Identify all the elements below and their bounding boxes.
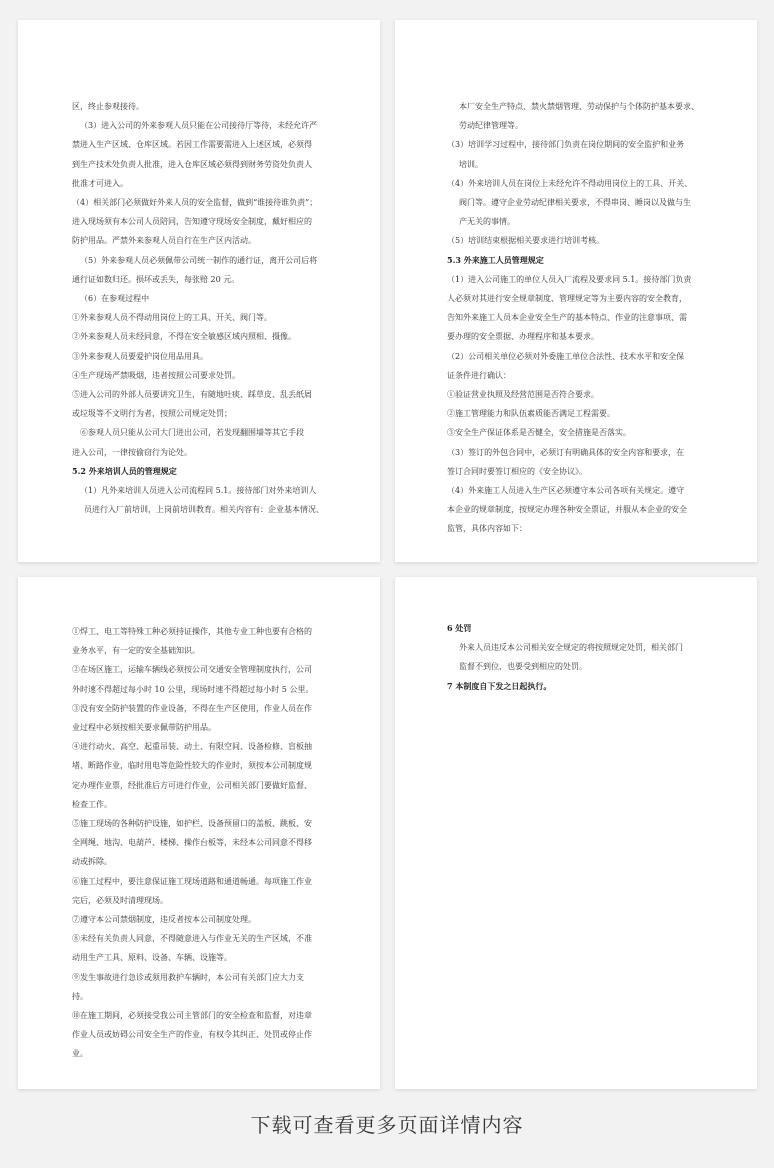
text-line: 批准才可进入。 bbox=[72, 178, 128, 188]
text-line: 本厂安全生产特点、禁火禁烟管理、劳动保护与个体防护基本要求、 bbox=[459, 102, 699, 111]
text-line: ①验证营业执照及经营范围是否符合要求。 bbox=[447, 390, 599, 400]
section-heading: 5.2 外来培训人员的管理规定 bbox=[72, 465, 177, 476]
text-line: 区，终止参观接待。 bbox=[72, 102, 144, 111]
text-line: ③没有安全防护装置的作业设备，不得在生产区使用，作业人员在作 bbox=[72, 703, 312, 713]
text-line: （6）在参观过程中 bbox=[80, 294, 150, 304]
text-line: 本企业的规章制度，按规定办理各种安全票证，并服从本企业的安全 bbox=[447, 505, 687, 515]
document-page-1 bbox=[18, 20, 380, 562]
text-line: （3）签订的外包合同中，必须订有明确具体的安全内容和要求，在 bbox=[447, 447, 685, 457]
text-line: ①焊工、电工等特殊工种必须持证操作，其他专业工种也要有合格的 bbox=[72, 627, 312, 636]
text-line: 签订合同时要签订相应的《安全协议》。 bbox=[447, 466, 587, 476]
text-line: 劳动纪律管理等。 bbox=[459, 121, 523, 131]
text-line: 动或拆除。 bbox=[72, 857, 112, 867]
text-line: （4）外来施工人员进入生产区必须遵守本公司各项有关规定。遵守 bbox=[447, 486, 685, 496]
text-line: ④进行动火、高空、起重吊装、动土、有限空间、设备检修、盲板抽 bbox=[72, 742, 312, 752]
text-line: 全网绳、地沟、电葫芦、楼梯、操作台板等，未经本公司同意不得移 bbox=[72, 838, 312, 848]
text-line: ⑧未经有关负责人同意，不得随意进入与作业无关的生产区域，不准 bbox=[72, 934, 312, 944]
text-line: 员进行入厂前培训，上岗前培训教育。相关内容有：企业基本情况、 bbox=[84, 505, 324, 515]
text-line: 产无关的事情。 bbox=[459, 217, 515, 227]
text-line: 持。 bbox=[72, 991, 88, 1001]
text-line: 进入公司，一律按偷窃行为论处。 bbox=[72, 447, 192, 457]
text-line: ②施工管理能力和队伍素质能否满足工程需要。 bbox=[447, 409, 615, 419]
text-line: 作业人员或妨碍公司安全生产的作业，有权令其纠正、处罚或停止作 bbox=[72, 1030, 312, 1040]
text-line: ⑦遵守本公司禁烟制度，违反者按本公司制度处理。 bbox=[72, 915, 256, 925]
text-line: 培训。 bbox=[459, 159, 483, 169]
document-page-3 bbox=[18, 577, 380, 1089]
download-more-caption[interactable]: 下载可查看更多页面详情内容 bbox=[250, 1113, 524, 1137]
section-heading: 5.3 外来施工人员管理规定 bbox=[447, 254, 544, 265]
text-line: 告知外来施工人员本企业安全生产的基本特点、作业的注意事项、需 bbox=[447, 313, 687, 323]
text-line: 防护用品。严禁外来参观人员自行在生产区内活动。 bbox=[72, 236, 256, 246]
text-line: 动用生产工具、原料、设备、车辆、设施等。 bbox=[72, 953, 232, 963]
text-line: （3）进入公司的外来参观人员只能在公司接待厅等待，未经允许严 bbox=[80, 121, 318, 131]
text-line: 人必须对其进行安全规章制度、管理规定等为主要内容的安全教育， bbox=[447, 294, 687, 304]
text-line: 阀门等。遵守企业劳动纪律相关要求，不得串岗、睡岗以及做与生 bbox=[459, 198, 691, 208]
text-line: ⑤进入公司的外部人员要讲究卫生，有随地吐痰、踩草皮、乱丢纸屑 bbox=[72, 390, 312, 400]
text-line: 到生产技术处负责人批准，进入仓库区域必须得到财务劳资处负责人 bbox=[72, 159, 312, 169]
text-line: ②在场区施工，运输车辆线必须按公司交通安全管理制度执行，公司 bbox=[72, 665, 312, 675]
text-line: 业务水平，有一定的安全基础知识。 bbox=[72, 646, 200, 656]
text-line: （1）进入公司施工的单位人员入厂流程及要求同 5.1。接待部门负责 bbox=[447, 274, 692, 284]
text-line: ⑤施工现场的各种防护设施，如护栏、设备预留口的盖板、跳板、安 bbox=[72, 819, 312, 829]
text-line: （3）培训学习过程中，接待部门负责在岗位期间的安全监护和业务 bbox=[447, 140, 685, 150]
text-line: 业过程中必须按相关要求佩带防护用品。 bbox=[72, 723, 216, 733]
document-page-4 bbox=[395, 577, 757, 1089]
text-line: 定办理作业票，经批准后方可进行作业，公司相关部门要做好监督、 bbox=[72, 780, 312, 790]
text-line: 禁进入生产区域、仓库区域。若因工作需要需进入上述区域，必须得 bbox=[72, 140, 312, 150]
text-line: （1）凡外来培训人员进入公司流程同 5.1。接待部门对外来培训人 bbox=[80, 486, 317, 496]
text-line: 外时速不得超过每小时 10 公里，现场时速不得超过每小时 5 公里。 bbox=[72, 684, 314, 694]
text-line: 监督不到位，也要受到相应的处罚。 bbox=[459, 662, 587, 672]
text-line: 要办理的安全票据、办理程序和基本要求。 bbox=[447, 332, 599, 342]
text-line: ⑩在施工期间，必须接受我公司主管部门的安全检查和监督，对违章 bbox=[72, 1011, 312, 1021]
text-line: ②外来参观人员未经同意，不得在安全敏感区域内照相、摄像。 bbox=[72, 332, 296, 342]
text-line: （4）相关部门必须做好外来人员的安全监督，做到“谁接待谁负责”； bbox=[72, 198, 318, 208]
section-heading: 7 本制度自下发之日起执行。 bbox=[447, 680, 552, 691]
text-line: 完后，必须及时清理现场。 bbox=[72, 895, 168, 905]
text-line: 通行证如数归还。损坏或丢失，每张赔 20 元。 bbox=[72, 274, 240, 284]
text-line: 或垃圾等不文明行为者，按照公司规定处罚； bbox=[72, 409, 232, 419]
text-line: ③外来参观人员要爱护岗位用品用具。 bbox=[72, 351, 208, 361]
text-line: 业。 bbox=[72, 1049, 88, 1059]
text-line: ①外来参观人员不得动用岗位上的工具、开关、阀门等。 bbox=[72, 313, 272, 323]
text-line: 检查工作。 bbox=[72, 799, 112, 809]
text-line: 监管，具体内容如下： bbox=[447, 524, 527, 534]
document-page-2 bbox=[395, 20, 757, 562]
text-line: 进入现场须有本公司人员陪同，告知遵守现场安全制度，戴好相应的 bbox=[72, 217, 312, 227]
text-line: 堵、断路作业，临时用电等危险性较大的作业时，须按本公司制度规 bbox=[72, 761, 312, 771]
text-line: ⑨发生事故进行急诊或须用救护车辆时，本公司有关部门应大力支 bbox=[72, 972, 304, 982]
text-line: （2）公司相关单位必须对外委施工单位合法性、技术水平和安全保 bbox=[447, 351, 685, 361]
text-line: （5）外来参观人员必须佩带公司统一制作的通行证，离开公司后将 bbox=[80, 255, 318, 265]
text-line: ⑥施工过程中，要注意保证施工现场道路和通道畅通。每项施工作业 bbox=[72, 876, 312, 886]
text-line: （4）外来培训人员在岗位上未经允许不得动用岗位上的工具、开关、 bbox=[447, 178, 693, 188]
text-line: ③安全生产保证体系是否健全，安全措施是否落实。 bbox=[447, 428, 631, 438]
section-heading: 6 处罚 bbox=[447, 623, 472, 633]
text-line: 外来人员违反本公司相关安全规定的将按照规定处罚，相关部门 bbox=[459, 643, 683, 653]
text-line: ④生产现场严禁吸烟，违者按照公司要求处罚。 bbox=[72, 370, 240, 380]
text-line: 证条件进行确认： bbox=[447, 370, 511, 380]
text-line: ⑥参观人员只能从公司大门进出公司，若发现翻围墙等其它手段 bbox=[80, 428, 304, 438]
text-line: （5）培训结束根据相关要求进行培训考核。 bbox=[447, 236, 605, 246]
